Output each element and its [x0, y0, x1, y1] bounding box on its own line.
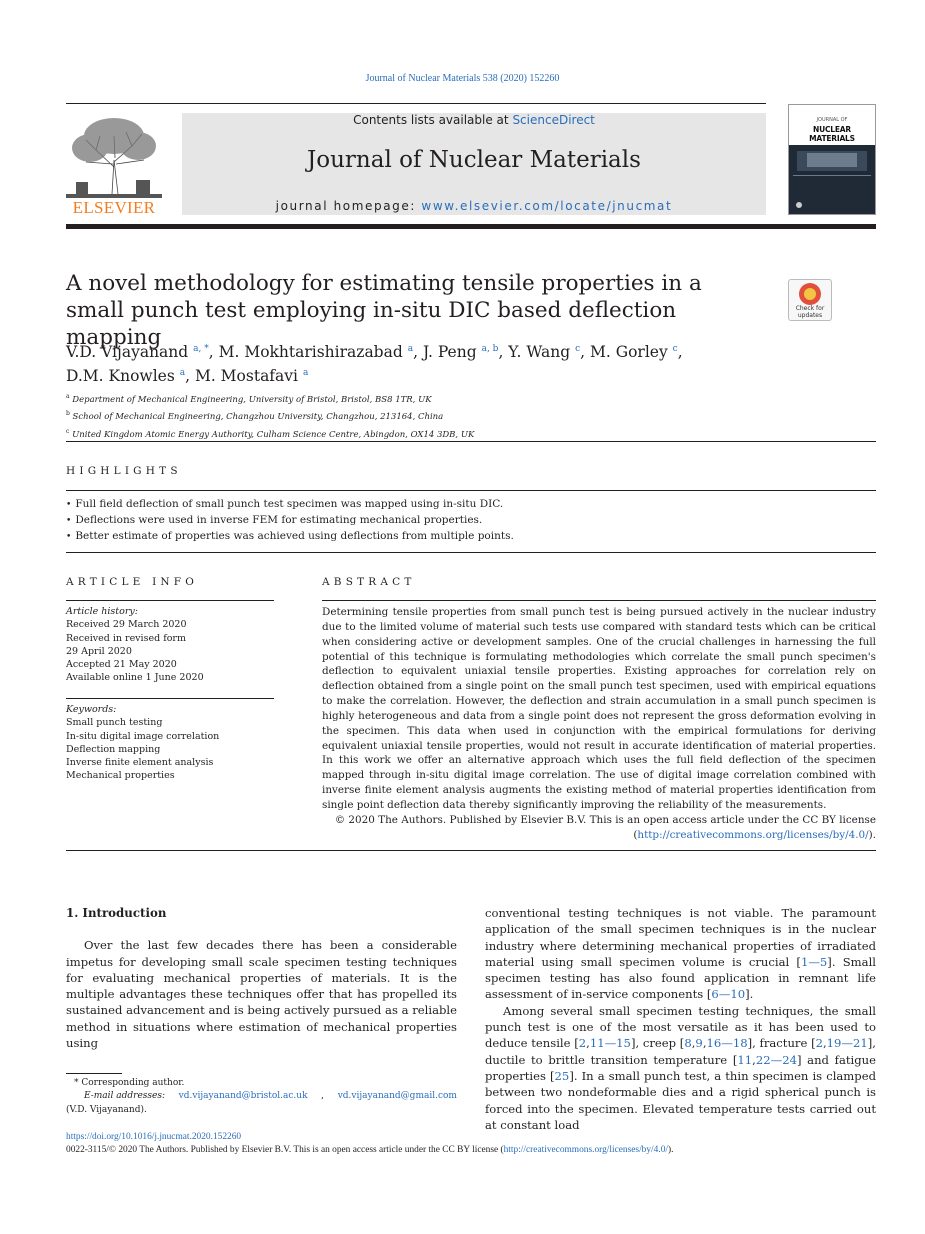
- author[interactable]: M. Mokhtarishirazabad $^a$: [218, 343, 414, 362]
- divider: [66, 552, 876, 553]
- abstract-copyright: © 2020 The Authors. Published by Elsevier B.V. This is an open access article under the CC BY license: [334, 813, 876, 826]
- cover-header: [789, 105, 875, 145]
- license-link[interactable]: http://creativecommons.org/licenses/by/4.0/: [503, 1145, 668, 1155]
- author[interactable]: J. Peng $^{a, b}$: [422, 343, 499, 362]
- affiliation: $^b$ School of Mechanical Engineering, Changzhou University, Changzhou, 213164, China: [66, 410, 444, 423]
- journal-cover-thumbnail[interactable]: [788, 104, 876, 215]
- abstract-license: (http://creativecommons.org/licenses/by/4.0/).: [633, 828, 876, 841]
- author[interactable]: Y. Wang $^c$: [508, 343, 581, 362]
- article-history: [66, 605, 274, 685]
- divider: [66, 441, 876, 442]
- cover-title: NUCLEAR MATERIALS: [809, 125, 855, 143]
- highlight-item: • Full field deflection of small punch test specimen was mapped using in-situ DIC.: [66, 497, 876, 513]
- keywords: [66, 703, 274, 783]
- affiliation: $^a$ Department of Mechanical Engineering, University of Bristol, Bristol, BS8 1TR, UK: [66, 393, 432, 405]
- divider: [66, 850, 876, 851]
- citation-link[interactable]: 22—24: [755, 1052, 797, 1067]
- author[interactable]: M. Mostafavi $^a$: [194, 367, 309, 386]
- crossmark-line2: updates: [797, 311, 823, 319]
- body-text-run: ] and fatigue properties [: [485, 1052, 876, 1083]
- divider: [322, 600, 876, 601]
- citation-link[interactable]: 2: [815, 1036, 823, 1051]
- body-text-run: ,: [822, 1036, 827, 1051]
- crossmark-label: [789, 306, 831, 319]
- author-list: V.D. Vijayanand $^{a, *}$, M. Mokhtarishirazabad $^a$, J. Peng $^{a, b}$, Y. Wang $^c$, M. Gorley $^c$, D.M. Knowles $^a$, M. Mostafavi $^a$: [66, 343, 683, 386]
- author-affiliation-mark[interactable]: c: [672, 344, 678, 354]
- body-text-run: ,: [752, 1052, 756, 1067]
- citation-link[interactable]: 1—5: [800, 954, 828, 969]
- body-right-column: [485, 905, 876, 1133]
- author[interactable]: M. Gorley $^c$: [589, 343, 678, 362]
- highlights-heading: HIGHLIGHTS: [66, 465, 182, 477]
- doi-link[interactable]: https://doi.org/10.1016/j.jnucmat.2020.152260: [66, 1132, 242, 1142]
- keyword: In-situ digital image correlation: [66, 730, 220, 742]
- citation-link[interactable]: 19—21: [826, 1036, 868, 1051]
- divider: [66, 600, 274, 601]
- history-item: Received in revised form: [66, 632, 186, 644]
- crossmark-icon: [799, 283, 821, 305]
- body-text-run: ], creep [: [630, 1036, 685, 1051]
- history-item: Available online 1 June 2020: [66, 672, 204, 684]
- keyword: Inverse finite element analysis: [66, 757, 214, 769]
- keyword: Deflection mapping: [66, 743, 161, 755]
- history-item: Received 29 March 2020: [66, 619, 187, 631]
- section-heading: 1. Introduction: [66, 906, 167, 920]
- contents-prefix: Contents lists available at: [353, 113, 513, 127]
- email-label: E-mail addresses:: [84, 1091, 166, 1102]
- elsevier-tree-icon: [66, 112, 162, 198]
- corresponding-author-name: (V.D. Vijayanand).: [66, 1104, 147, 1115]
- journal-title[interactable]: Journal of Nuclear Materials: [307, 147, 641, 173]
- crossmark-badge[interactable]: [788, 279, 832, 321]
- homepage-prefix: journal homepage:: [275, 199, 422, 213]
- affiliation: $^c$ United Kingdom Atomic Energy Authority, Culham Science Centre, Abingdon, OX14 3DB, UK: [66, 427, 475, 440]
- body-text-run: ,: [586, 1036, 590, 1051]
- keyword: Small punch testing: [66, 717, 163, 729]
- author-affiliation-mark[interactable]: a, b: [481, 344, 499, 354]
- author-affiliation-mark[interactable]: c: [575, 344, 581, 354]
- body-left-column: [66, 905, 457, 1051]
- highlights-list: [66, 497, 876, 545]
- contents-line: [182, 113, 766, 127]
- author-affiliation-mark[interactable]: a: [407, 344, 414, 354]
- citation-link[interactable]: 11—15: [589, 1036, 631, 1051]
- sciencedirect-link[interactable]: ScienceDirect: [512, 113, 595, 127]
- email-line: E-mail addresses: vd.vijayanand@bristol.ac.uk , vd.vijayanand@gmail.com: [66, 1090, 457, 1103]
- history-label: Article history:: [66, 606, 138, 617]
- divider: [66, 698, 274, 699]
- author-affiliation-mark[interactable]: a: [179, 368, 186, 379]
- abstract-text: Determining tensile properties from small punch test is being pursued actively in the nuclear industry due to the limited volume of material such tests use compared with standard tests which can be critical when considering active or development samples. One of the crucial challenges in harnessing the full potential of this technique is formulating methodologies which correlate the small punch specimen's deflection to equivalent uniaxial tensile properties. Existing approaches for correlation rely on deflection obtained from a single point on the small punch test specimen, used with empirical equations to make the correlation. However, the deflection and strain accumulation in a small punch specimen is highly heterogeneous and data from a single point does not represent the gross deformation evolving in the specimen. This data when used in conjunction with the empirical formulations for deriving equivalent uniaxial tensile properties, would not result in accurate identification of material properties. In this work we offer an alternative approach which uses the full field deflection of the specimen mapped through in-situ digital image correlation. The use of digital image correlation combined with inverse finite element analysis augments the existing method of material properties identification from single point deflection data thereby significantly improving the reliability of the measurements.: [322, 606, 876, 811]
- author-affiliation-mark[interactable]: a, *: [193, 344, 209, 354]
- citation-link[interactable]: 8: [684, 1036, 692, 1051]
- citation-link[interactable]: 25: [554, 1068, 570, 1083]
- highlight-item: • Deflections were used in inverse FEM for estimating mechanical properties.: [66, 513, 876, 529]
- footnote-rule: [66, 1073, 122, 1074]
- body-text-run: ], fracture [: [747, 1036, 816, 1051]
- cover-small-text: JOURNAL OF: [816, 117, 848, 123]
- homepage-line: [182, 199, 766, 213]
- author[interactable]: D.M. Knowles $^a$: [66, 367, 186, 386]
- citation-link[interactable]: 2: [578, 1036, 587, 1051]
- abstract-heading: ABSTRACT: [322, 576, 416, 588]
- elsevier-wordmark: ELSEVIER: [72, 198, 156, 217]
- cover-image-icon: [789, 145, 875, 214]
- citation-link[interactable]: 9: [695, 1036, 703, 1051]
- article-title: A novel methodology for estimating tensile properties in a small punch test employing in-situ DIC based deflection mapping: [66, 271, 702, 350]
- abstract: [322, 605, 876, 843]
- body-text-run: ], ductile to brittle transition temperature [: [485, 1036, 876, 1067]
- license-link[interactable]: http://creativecommons.org/licenses/by/4.0/: [637, 828, 869, 841]
- citation-link[interactable]: 16—18: [706, 1036, 748, 1051]
- author-affiliation-mark[interactable]: a: [302, 368, 309, 379]
- body-text-run: ,: [691, 1036, 696, 1051]
- affiliations: [66, 390, 766, 442]
- history-item: Accepted 21 May 2020: [66, 659, 177, 671]
- body-paragraph: conventional testing techniques is not viable. The paramount application of the small specimen techniques is in the nuclear industry where determining mechanical properties of irradiated material using small specimen volume is crucial [1—5]. Small specimen testing has also found application in remnant life assessment of in-service components [6—10].: [485, 906, 876, 1002]
- header-thick-rule: [66, 224, 876, 229]
- elsevier-logo[interactable]: [66, 112, 162, 216]
- body-paragraph: Over the last few decades there has been a considerable impetus for developing small scale specimen testing techniques for evaluating mechanical properties of materials. It is the multiple advantages these techniques offer that has propelled its sustained advancement and is being actively pursued as a reliable method in situations where estimation of mechanical properties using: [66, 938, 457, 1051]
- keywords-label: Keywords:: [66, 704, 117, 715]
- keyword: Mechanical properties: [66, 770, 175, 782]
- body-text-run: Among several small specimen testing techniques, the small punch test is one of the most versatile as it has been used to deduce tensile [: [485, 1003, 876, 1051]
- citation-link[interactable]: 6—10: [711, 987, 746, 1002]
- history-item: 29 April 2020: [66, 645, 132, 657]
- journal-reference[interactable]: Journal of Nuclear Materials 538 (2020) 152260: [365, 73, 560, 84]
- homepage-link[interactable]: www.elsevier.com/locate/jnucmat: [421, 199, 673, 213]
- body-text-run: ,: [702, 1036, 707, 1051]
- body-paragraph: [485, 1003, 876, 1133]
- author[interactable]: V.D. Vijayanand $^{a, *}$: [66, 343, 209, 362]
- issn-line: 0022-3115/© 2020 The Authors. Published by Elsevier B.V. This is an open access article under the CC BY license (http://creativecommons.org/licenses/by/4.0/).: [66, 1145, 674, 1155]
- crossmark-line1: Check for: [795, 305, 825, 312]
- article-info-heading: ARTICLE INFO: [66, 576, 199, 588]
- corresponding-author-note: * Corresponding author.: [74, 1078, 185, 1088]
- email-link[interactable]: vd.vijayanand@bristol.ac.uk: [178, 1091, 308, 1102]
- header-top-rule: [66, 103, 766, 104]
- divider: [66, 490, 876, 491]
- footnote: [66, 1077, 457, 1117]
- body-text-run: ]. In a small punch test, a thin specimen is clamped between two nondeformable dies and a rigid spherical punch is forced into the specimen. Elevated temperature tests carried out at constant load: [485, 1068, 877, 1132]
- journal-header-box: [182, 113, 766, 215]
- citation-link[interactable]: 11: [737, 1052, 753, 1067]
- highlight-item: • Better estimate of properties was achieved using deflections from multiple points.: [66, 529, 876, 545]
- email-link[interactable]: vd.vijayanand@gmail.com: [337, 1091, 457, 1102]
